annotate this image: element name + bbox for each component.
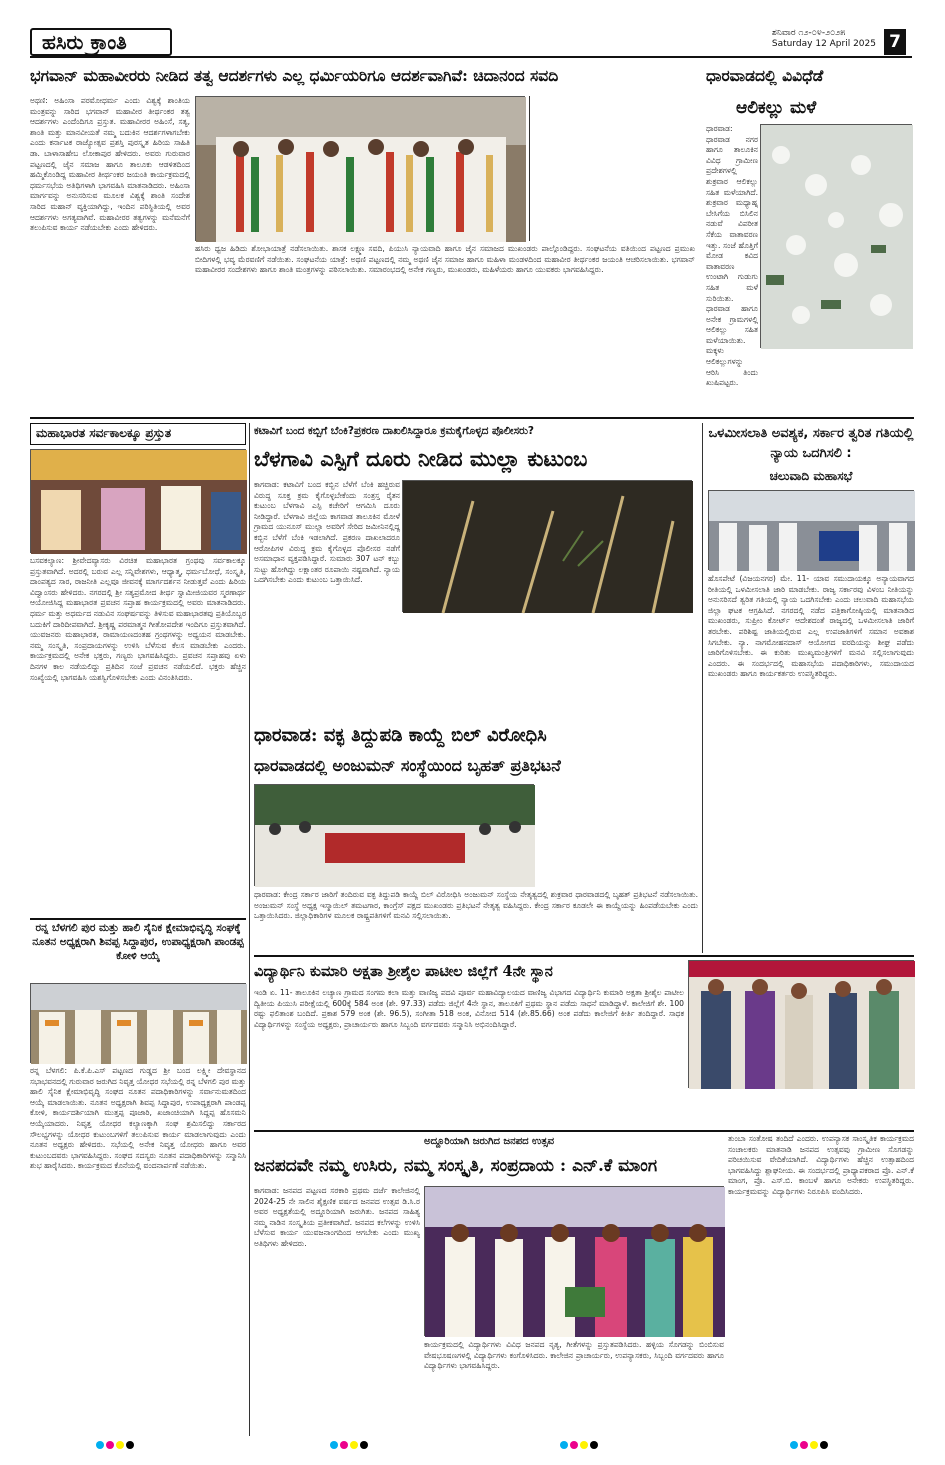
- issue-date-english: Saturday 12 April 2025: [771, 39, 876, 49]
- column-rule: [702, 423, 703, 953]
- magenta-dot: [570, 1441, 578, 1449]
- hail-photo-art: [761, 125, 913, 349]
- hail-headline-line2: ಆಲಿಕಲ್ಲು ಮಳೆ: [736, 98, 817, 118]
- waqf-body: ಧಾರವಾಡ: ಕೇಂದ್ರ ಸರ್ಕಾರ ಜಾರಿಗೆ ತಂದಿರುವ ವಕ್ಫ ತಿದ್ದುಪಡಿ ಕಾಯ್ದೆ ಬಿಲ್ ವಿರೋಧಿಸಿ ಅಂಜುಮನ್ ಸಂಸ್ಥೆಯ ನೇತೃತ್ವದಲ್ಲಿ ಶುಕ್ರವಾರ ಧಾರವಾಡದಲ್ಲಿ ಬೃಹತ್ ಪ್ರತಿಭಟನೆ ನಡೆಸಲಾಯಿತು. ಅಂಜುಮನ್ ಸಂಸ್ಥೆ ಅಧ್ಯಕ್ಷ ಇಸ್ಮಾಯಿಲ್ ತಮಟಗಾರ, ಕಾಂಗ್ರೆಸ್ ಪಕ್ಷದ ಮುಖಂಡರು ಪ್ರತಿಭಟನೆ ನೇತೃತ್ವ ವಹಿಸಿದ್ದರು. ಕೇಂದ್ರ ಸರ್ಕಾರ ಕೂಡಲೇ ಈ ಕಾಯ್ದೆಯನ್ನು ಹಿಂಪಡೆಯಬೇಕು ಎಂದು ಒತ್ತಾಯಿಸಿದರು. ಜಿಲ್ಲಾಧಿಕಾರಿಗಳ ಮೂಲಕ ರಾಷ್ಟ್ರಪತಿಗಳಿಗೆ ಮನವಿ ಸಲ್ಲಿಸಲಾಯಿತು.: [254, 890, 698, 921]
- section-rule: [254, 955, 914, 957]
- mulla-headline: ಬೆಳಗಾವಿ ಎಸ್ಪಿಗೆ ದೂರು ನೀಡಿದ ಮುಲ್ಲಾ ಕುಟುಂಬ: [254, 446, 588, 471]
- mahaveer-body-right: ಹಸಿರು ಧ್ವಜ ಹಿಡಿದು ಶೋಭಾಯಾತ್ರೆ ನಡೆಸಲಾಯಿತು. ಶಾಸಕ ಲಕ್ಷ್ಮಣ ಸವದಿ, ಪಿಯುಸಿ ನ್ಯಾಯವಾದಿ ಹಾಗೂ ಜೈನ ಸಮಾಜದ ಮುಖಂಡರು ಪಾಲ್ಗೊಂಡಿದ್ದರು. ಸಂಘಟನೆಯ ವತಿಯಿಂದ ಪಟ್ಟಣದ ಪ್ರಮುಖ ಬೀದಿಗಳಲ್ಲಿ ಭವ್ಯ ಮೆರವಣಿಗೆ ನಡೆಯಿತು. ಸಂಘಟನೆಯ ಯಾತ್ರೆ: ಅಥಣಿ ಪಟ್ಟಣದಲ್ಲಿ ನಮ್ಮ ಅಥಣಿ ಜೈನ ಸಮಾಜ ಹಾಗೂ ಮಹಿಳಾ ಮಂಡಳದಿಂದ ಮಹಾವೀರ ತೀರ್ಥಂಕರ ಜಯಂತಿ ಆಚರಿಸಲಾಯಿತು. ಭಗವಾನ್ ಮಹಾವೀರರ ಸಂದೇಶಗಳು ಹಾಗೂ ಶಾಂತಿ ಮಂತ್ರಗಳನ್ನು ಪಠಿಸಲಾಯಿತು. ಸಮಾರಂಭದಲ್ಲಿ ಅನೇಕ ಗಣ್ಯರು, ಮುಖಂಡರು, ಮಹಿಳೆಯರು ಹಾಗೂ ಯುವಕರು ಭಾಗವಹಿಸಿದ್ದರು.: [195, 244, 695, 275]
- black-dot: [820, 1441, 828, 1449]
- mahabharata-body: ಬಸವಕಲ್ಯಾಣ: ಶ್ರೀವೇದವ್ಯಾಸರು ವಿರಚಿತ ಮಹಾಭಾರತ ಗ್ರಂಥವು ಸರ್ವಕಾಲಕ್ಕೂ ಪ್ರಸ್ತುತವಾಗಿದೆ. ಅದರಲ್ಲಿ ಬರುವ ಎಲ್ಲ ಸನ್ನಿವೇಶಗಳು, ಆಧ್ಯಾತ್ಮ, ಧರ್ಮಬೋಧೆ, ಸಂಸ್ಕೃತಿ, ದಾಂಪತ್ಯದ ಸಾರ, ರಾಜನೀತಿ ಎಲ್ಲವೂ ಜೀವನಕ್ಕೆ ಮಾರ್ಗದರ್ಶನ ನೀಡುತ್ತವೆ ಎಂದು ಹಿರಿಯ ವಿದ್ವಾಂಸರು ಹೇಳಿದರು. ನಗರದಲ್ಲಿ ಶ್ರೀ ಸತ್ಯಪ್ರಮೋದ ತೀರ್ಥ ಸ್ವಾಮೀಜಿಯವರ ಸ್ಮರಣಾರ್ಥ ಆಯೋಜಿಸಿದ್ದ ಮಹಾಭಾರತ ಪ್ರವಚನ ಸಪ್ತಾಹ ಕಾರ್ಯಕ್ರಮದಲ್ಲಿ ಅವರು ಮಾತನಾಡಿದರು. ಧರ್ಮ ಮತ್ತು ಅಧರ್ಮದ ನಡುವಿನ ಸಂಘರ್ಷವನ್ನು ತಿಳಿಸುವ ಮಹಾಭಾರತವು ಪ್ರತಿಯೊಬ್ಬರ ಬದುಕಿಗೆ ದಾರಿದೀಪವಾಗಿದೆ. ಶ್ರೀಕೃಷ್ಣ ಪರಮಾತ್ಮನ ಗೀತೋಪದೇಶ ಇಂದಿಗೂ ಪ್ರಸ್ತುತವಾಗಿದೆ. ಯುವಜನರು ಮಹಾಭಾರತ, ರಾಮಾಯಣದಂತಹ ಗ್ರಂಥಗಳನ್ನು ಅಧ್ಯಯನ ಮಾಡಬೇಕು. ನಮ್ಮ ಸಂಸ್ಕೃತಿ, ಸಂಪ್ರದಾಯಗಳನ್ನು ಉಳಿಸಿ ಬೆಳೆಸುವ ಕೆಲಸ ಮಾಡಬೇಕು ಎಂದರು. ಕಾರ್ಯಕ್ರಮದಲ್ಲಿ ಅನೇಕ ಭಕ್ತರು, ಗಣ್ಯರು ಭಾಗವಹಿಸಿದ್ದರು. ಪ್ರವಚನ ಸಪ್ತಾಹವು ಏಳು ದಿನಗಳ ಕಾಲ ನಡೆಯಲಿದ್ದು ಪ್ರತಿದಿನ ಸಂಜೆ ಪ್ರವಚನ ನಡೆಯಲಿದೆ. ಭಕ್ತರು ಹೆಚ್ಚಿನ ಸಂಖ್ಯೆಯಲ್ಲಿ ಭಾಗವಹಿಸಿ ಯಶಸ್ವಿಗೊಳಿಸಬೇಕು ಎಂದು ವಿನಂತಿಸಿದರು.: [30, 556, 246, 682]
- ombudsman-photo: [708, 490, 914, 570]
- sangha-headline: ರನ್ನ ಬೆಳಗಲಿ ಪುರ ಮತ್ತು ಹಾಲಿ ಸೈನಿಕ ಕ್ಷೇಮಾಭಿವೃದ್ಧಿ ಸಂಘಕ್ಕೆ ನೂತನ ಅಧ್ಯಕ್ಷರಾಗಿ ಶಿವಪ್ಪ ಸಿದ್ದಾಪುರ, ಉಪಾಧ್ಯಕ್ಷರಾಗಿ ಪಾಂಡಪ್ಪ ಕೋಳಿ ಆಯ್ಕೆ: [32, 922, 244, 962]
- waqf-headline-line1: ಧಾರವಾಡ: ವಕ್ಫ ತಿದ್ದುಪಡಿ ಕಾಯ್ದೆ ಬಿಲ್ ವಿರೋಧಿಸಿ: [254, 725, 547, 746]
- mahaveer-procession-photo: [195, 96, 525, 241]
- magenta-dot: [340, 1441, 348, 1449]
- sangha-photo-art: [31, 984, 247, 1064]
- ombudsman-headline: ಒಳಮೀಸಲಾತಿ ಅವಶ್ಯಕ, ಸರ್ಕಾರ ತ್ವರಿತ ಗತಿಯಲ್ಲಿ ನ್ಯಾಯ ಒದಗಿಸಲಿ :: [708, 426, 914, 461]
- issue-date: [772, 28, 876, 50]
- mahaveer-body-left: ಅಥಣಿ: ಅಹಿಂಸಾ ಪರಮೋಧರ್ಮ ಎಂದು ವಿಶ್ವಕ್ಕೆ ಶಾಂತಿಯ ಮಂತ್ರವನ್ನು ಸಾರಿದ ಭಗವಾನ್ ಮಹಾವೀರ ತೀರ್ಥಂಕರ ತತ್ವ ಆದರ್ಶಗಳು ಎಂದೆಂದಿಗೂ ಪ್ರಸ್ತುತ. ಮಹಾವೀರರ ಅಹಿಂಸೆ, ಸತ್ಯ, ಶಾಂತಿ ಮತ್ತು ಮಾನವೀಯತೆ ನಮ್ಮ ಬದುಕಿನ ಆದರ್ಶಗಳಾಗಬೇಕು ಎಂದು ಕರ್ನಾಟಕ ರಾಜ್ಯೋತ್ಸವ ಪ್ರಶಸ್ತಿ ಪುರಸ್ಕೃತ ಹಿರಿಯ ಸಾಹಿತಿ ಡಾ. ಬಾಳಾಸಾಹೇಬ ಲೋಕಾಪುರ ಹೇಳಿದರು. ಅವರು ಗುರುವಾರ ಪಟ್ಟಣದಲ್ಲಿ ಜೈನ ಸಮಾಜ ಹಾಗೂ ತಾಲೂಕು ಆಡಳಿತದಿಂದ ಹಮ್ಮಿಕೊಂಡಿದ್ದ ಮಹಾವೀರ ತೀರ್ಥಂಕರ ಜಯಂತಿ ಕಾರ್ಯಕ್ರಮದಲ್ಲಿ ಧರ್ಮಸಭೆಯ ಅತಿಥಿಗಳಾಗಿ ಭಾಗವಹಿಸಿ ಮಾತನಾಡಿದರು. ಅಹಿಂಸಾ ಮಾರ್ಗವನ್ನು ಅನುಸರಿಸುವ ಮೂಲಕ ವಿಶ್ವಕ್ಕೆ ಶಾಂತಿ ಸಂದೇಶ ಸಾರಿದ ಮಹಾನ್ ವ್ಯಕ್ತಿಯಾಗಿದ್ದು, ಇಂದಿನ ಪರಿಸ್ಥಿತಿಯಲ್ಲಿ ಅವರ ಆದರ್ಶಗಳು ಅಗತ್ಯವಾಗಿವೆ. ಮಹಾವೀರರ ತತ್ವಗಳನ್ನು ಮನೆಮನೆಗೆ ತಲುಪಿಸುವ ಕಾರ್ಯ ನಡೆಯಬೇಕು ಎಂದು ಹೇಳಿದರು.: [30, 96, 190, 233]
- black-dot: [126, 1441, 134, 1449]
- akshata-photo: [688, 960, 914, 1088]
- column-rule: [529, 96, 530, 241]
- page-number: 7: [884, 29, 906, 55]
- yellow-dot: [810, 1441, 818, 1449]
- mulla-body: ಕಾಗವಾಡ: ಕಟಾವಿಗೆ ಬಂದ ಕಬ್ಬಿನ ಬೆಳೆಗೆ ಬೆಂಕಿ ಹಚ್ಚಿರುವ ವಿರುದ್ಧ ಸೂಕ್ತ ಕ್ರಮ ಕೈಗೊಳ್ಳಬೇಕೆಂದು ಸಂತ್ರಸ್ತ ರೈತನ ಕುಟುಂಬ ಬೆಳಗಾವಿ ಎಸ್ಪಿ ಕಚೇರಿಗೆ ಆಗಮಿಸಿ ದೂರು ನೀಡಿದ್ದಾರೆ. ಬೆಳಗಾವಿ ಜಿಲ್ಲೆಯ ಕಾಗವಾಡ ತಾಲೂಕಿನ ಮೋಳೆ ಗ್ರಾಮದ ಯುನೂಸ್ ಮುಲ್ಲಾ ಅವರಿಗೆ ಸೇರಿದ ಜಮೀನಿನಲ್ಲಿದ್ದ ಕಬ್ಬಿನ ಬೆಳೆಗೆ ಬೆಂಕಿ ಇಡಲಾಗಿದೆ. ಪ್ರಕರಣ ದಾಖಲಾದರೂ ಆರೋಪಿಗಳ ವಿರುದ್ಧ ಕ್ರಮ ಕೈಗೊಳ್ಳದ ಪೊಲೀಸರ ನಡೆಗೆ ಅಸಮಾಧಾನ ವ್ಯಕ್ತಪಡಿಸಿದ್ದಾರೆ. ಸುಮಾರು 307 ಟನ್ ಕಬ್ಬು ಸುಟ್ಟು ಹೋಗಿದ್ದು ಲಕ್ಷಾಂತರ ರೂಪಾಯಿ ನಷ್ಟವಾಗಿದೆ. ನ್ಯಾಯ ಒದಗಿಸಬೇಕು ಎಂದು ಕುಟುಂಬ ಒತ್ತಾಯಿಸಿದೆ.: [254, 480, 400, 585]
- cyan-dot: [790, 1441, 798, 1449]
- janapada-body-left: ಕಾಗವಾಡ: ಜನಪದ ಪಟ್ಟಣದ ಸರಕಾರಿ ಪ್ರಥಮ ದರ್ಜೆ ಕಾಲೇಜಿನಲ್ಲಿ 2024-25 ನೇ ಸಾಲಿನ ಶೈಕ್ಷಣಿಕ ವರ್ಷದ ಜನಪದ ಉತ್ಸವ ಡಿ.ಸಿ.ರ ಅವರ ಅಧ್ಯಕ್ಷತೆಯಲ್ಲಿ ಅದ್ದೂರಿಯಾಗಿ ಜರುಗಿತು. ಜನಪದ ಸಾಹಿತ್ಯ ನಮ್ಮ ನಾಡಿನ ಸಂಸ್ಕೃತಿಯ ಪ್ರತೀಕವಾಗಿದೆ. ಜನಪದ ಕಲೆಗಳನ್ನು ಉಳಿಸಿ ಬೆಳೆಸುವ ಕಾರ್ಯ ಯುವಜನಾಂಗದಿಂದ ಆಗಬೇಕು ಎಂದು ಮುಖ್ಯ ಅತಿಥಿಗಳು ಹೇಳಿದರು.: [254, 1186, 420, 1248]
- mahabharata-photo-art: [31, 450, 247, 554]
- cyan-dot: [560, 1441, 568, 1449]
- color-registration-marks-2: [330, 1441, 368, 1449]
- yellow-dot: [116, 1441, 124, 1449]
- mahaveer-headline: ಭಗವಾನ್ ಮಹಾವೀರರು ನೀಡಿದ ತತ್ವ ಆದರ್ಶಗಳು ಎಲ್ಲ ಧರ್ಮಿಯರಿಗೂ ಆದರ್ಶವಾಗಿವೆ: ಚಿದಾನಂದ ಸವದಿ: [30, 66, 559, 85]
- janapada-headline: ಜನಪದವೇ ನಮ್ಮ ಉಸಿರು, ನಮ್ಮ ಸಂಸ್ಕೃತಿ, ಸಂಪ್ರದಾಯ : ಎನ್.ಕೆ ಮಾಂಗ: [254, 1156, 658, 1176]
- yellow-dot: [350, 1441, 358, 1449]
- hail-photo: [760, 124, 912, 348]
- ombudsman-body: ಹೊಸಪೇಟೆ (ವಿಜಯನಗರ) ಮೇ. 11- ಯಾವ ಸಮುದಾಯಕ್ಕೂ ಅನ್ಯಾಯವಾಗದ ರೀತಿಯಲ್ಲಿ ಒಳಮೀಸಲಾತಿ ಜಾರಿ ಮಾಡಬೇಕು. ರಾಜ್ಯ ಸರ್ಕಾರವು ವಿಳಂಬ ನೀತಿಯನ್ನು ಅನುಸರಿಸದೆ ತ್ವರಿತ ಗತಿಯಲ್ಲಿ ನ್ಯಾಯ ಒದಗಿಸಬೇಕು ಎಂದು ಚಲುವಾದಿ ಮಹಾಸಭೆಯ ಜಿಲ್ಲಾ ಘಟಕ ಆಗ್ರಹಿಸಿದೆ. ನಗರದಲ್ಲಿ ನಡೆದ ಪತ್ರಿಕಾಗೋಷ್ಠಿಯಲ್ಲಿ ಮಾತನಾಡಿದ ಮುಖಂಡರು, ಸುಪ್ರೀಂ ಕೋರ್ಟ್ ಆದೇಶದಂತೆ ರಾಜ್ಯದಲ್ಲಿ ಒಳಮೀಸಲಾತಿ ಜಾರಿಗೆ ತರಬೇಕು. ಪರಿಶಿಷ್ಟ ಜಾತಿಯಲ್ಲಿರುವ ಎಲ್ಲ ಉಪಜಾತಿಗಳಿಗೆ ಸಮಾನ ಅವಕಾಶ ಸಿಗಬೇಕು. ನ್ಯಾ. ನಾಗಮೋಹನದಾಸ್ ಆಯೋಗದ ವರದಿಯನ್ನು ಶೀಘ್ರ ಪಡೆದು ಜಾರಿಗೊಳಿಸಬೇಕು. ಈ ಕುರಿತು ಮುಖ್ಯಮಂತ್ರಿಗಳಿಗೆ ಮನವಿ ಸಲ್ಲಿಸಲಾಗುವುದು ಎಂದರು. ಈ ಸಂದರ್ಭದಲ್ಲಿ ಮಹಾಸಭೆಯ ಪದಾಧಿಕಾರಿಗಳು, ಸಮುದಾಯದ ಮುಖಂಡರು ಹಾಗೂ ಕಾರ್ಯಕರ್ತರು ಉಪಸ್ಥಿತರಿದ್ದರು.: [708, 574, 914, 679]
- cyan-dot: [96, 1441, 104, 1449]
- ombudsman-banner: ಚಲುವಾದಿ ಮಹಾಸಭೆ: [708, 466, 914, 486]
- magenta-dot: [106, 1441, 114, 1449]
- janapada-banner: ಅದ್ದೂರಿಯಾಗಿ ಜರುಗಿದ ಜನಪದ ಉತ್ಸವ: [254, 1134, 724, 1150]
- masthead: [30, 28, 912, 58]
- hail-headline-line1: ಧಾರವಾಡದಲ್ಲಿ ವಿವಿಧೆಡೆ: [706, 66, 824, 85]
- akshata-body: ಇಂಡಿ ಏ. 11- ತಾಲೂಕಿನ ಲಚ್ಯಾಣ ಗ್ರಾಮದ ಸಂಗಮ ಕಲಾ ಮತ್ತು ವಾಣಿಜ್ಯ ಪದವಿ ಪೂರ್ವ ಮಹಾವಿದ್ಯಾಲಯದ ವಾಣಿಜ್ಯ ವಿಭಾಗದ ವಿದ್ಯಾರ್ಥಿನಿ ಕುಮಾರಿ ಅಕ್ಷತಾ ಶ್ರೀಶೈಲ ಪಾಟೀಲ ದ್ವಿತೀಯ ಪಿಯುಸಿ ಪರೀಕ್ಷೆಯಲ್ಲಿ 600ಕ್ಕೆ 584 ಅಂಕ (ಶೇ. 97.33) ಪಡೆದು ಜಿಲ್ಲೆಗೆ 4ನೇ ಸ್ಥಾನ, ತಾಲೂಕಿಗೆ ಪ್ರಥಮ ಸ್ಥಾನ ಪಡೆದು ಸಾಧನೆ ಮಾಡಿದ್ದಾಳೆ. ಕಾಲೇಜಿಗೆ ಶೇ. 100 ರಷ್ಟು ಫಲಿತಾಂಶ ಬಂದಿದೆ. ಪ್ರಕಾಶ 579 ಅಂಕ (ಶೇ. 96.5), ಸಂಗೀತಾ 518 ಅಂಕ, ವಿನೋದ 514 (ಶೇ.85.66) ಅಂಕ ಪಡೆದು ಕಾಲೇಜಿಗೆ ಕೀರ್ತಿ ತಂದಿದ್ದಾರೆ. ಸಾಧಕ ವಿದ್ಯಾರ್ಥಿಗಳನ್ನು ಸಂಸ್ಥೆಯ ಅಧ್ಯಕ್ಷರು, ಪ್ರಾಚಾರ್ಯರು ಹಾಗೂ ಸಿಬ್ಬಂದಿ ವರ್ಗದವರು ಸನ್ಮಾನಿಸಿ ಅಭಿನಂದಿಸಿದ್ದಾರೆ.: [254, 988, 684, 1029]
- yellow-dot: [580, 1441, 588, 1449]
- hail-body-tail: [706, 352, 912, 414]
- section-rule: [30, 417, 914, 419]
- section-rule: [254, 1130, 914, 1132]
- janapada-body-right: ತುಂಬಾ ಸಂತೋಷ ತಂದಿದೆ ಎಂದರು. ಉಪನ್ಯಾಸಕ ಸಾಂಸ್ಕೃತಿಕ ಕಾರ್ಯಕ್ರಮದ ಸಂಚಾಲಕರು ಮಾತನಾಡಿ ಜನಪದ ಉತ್ಸವವು ಗ್ರಾಮೀಣ ಸೊಗಡನ್ನು ಪರಿಚಯಿಸುವ ವೇದಿಕೆಯಾಗಿದೆ. ವಿದ್ಯಾರ್ಥಿಗಳು ಹೆಚ್ಚಿನ ಉತ್ಸಾಹದಿಂದ ಭಾಗವಹಿಸಿದ್ದು ಶ್ಲಾಘನೀಯ. ಈ ಸಂದರ್ಭದಲ್ಲಿ ಪ್ರಾಧ್ಯಾಪಕರಾದ ಪ್ರೊ. ಎನ್.ಕೆ ಮಾಂಗ, ಪ್ರೊ. ಎಸ್.ಬಿ. ಕಾಂಬಳೆ ಹಾಗೂ ಅನೇಕರು ಉಪಸ್ಥಿತರಿದ್ದರು. ಕಾರ್ಯಕ್ರಮವನ್ನು ವಿದ್ಯಾರ್ಥಿಗಳು ನಿರೂಪಿಸಿ ವಂದಿಸಿದರು.: [728, 1134, 914, 1196]
- waqf-body-side: [538, 784, 698, 886]
- black-dot: [360, 1441, 368, 1449]
- mulla-body-right: [402, 614, 692, 714]
- sugarcane-photo-art: [403, 481, 693, 613]
- mahabharata-photo: [30, 449, 246, 553]
- mulla-kicker: ಕಟಾವಿಗೆ ಬಂದ ಕಬ್ಬಿಗೆ ಬೆಂಕಿ?ಪ್ರಕರಣ ದಾಖಲಿಸಿದ್ದಾರೂ ಕ್ರಮಕೈಗೊಳ್ಳದ ಪೊಲೀಸರು?: [254, 425, 535, 437]
- waqf-protest-photo: [254, 784, 534, 886]
- mahabharata-title: ಮಹಾಭಾರತ ಸರ್ವಕಾಲಕ್ಕೂ ಪ್ರಸ್ತುತ: [36, 426, 172, 440]
- akshata-body-right: [688, 1090, 914, 1126]
- cyan-dot: [330, 1441, 338, 1449]
- color-registration-marks-4: [790, 1441, 828, 1449]
- sangha-body: ರನ್ನ ಬೆಳಗಲಿ: ಪಿ.ಕೆ.ಪಿ.ಎಸ್ ಪಟ್ಟಣದ ಗುಡ್ಡದ ಶ್ರೀ ಬಂದ ಲಕ್ಷ್ಮೀ ದೇವಸ್ಥಾನದ ಸಭಾಭವನದಲ್ಲಿ ಗುರುವಾರ ಜರುಗಿದ ನಿವೃತ್ತ ಯೋಧರ ಸಭೆಯಲ್ಲಿ ರನ್ನ ಬೆಳಗಲಿ ಪುರ ಮತ್ತು ಹಾಲಿ ಸೈನಿಕ ಕ್ಷೇಮಾಭಿವೃದ್ಧಿ ಸಂಘದ ನೂತನ ಪದಾಧಿಕಾರಿಗಳನ್ನು ಸರ್ವಾನುಮತದಿಂದ ಆಯ್ಕೆ ಮಾಡಲಾಯಿತು. ನೂತನ ಅಧ್ಯಕ್ಷರಾಗಿ ಶಿವಪ್ಪ ಸಿದ್ದಾಪುರ, ಉಪಾಧ್ಯಕ್ಷರಾಗಿ ಪಾಂಡಪ್ಪ ಕೋಳಿ, ಕಾರ್ಯದರ್ಶಿಯಾಗಿ ಮುತ್ತಪ್ಪ ಪೂಜಾರಿ, ಖಜಾಂಚಿಯಾಗಿ ಸಿದ್ದಪ್ಪ ಹೊಸಮನಿ ಆಯ್ಕೆಯಾದರು. ನಿವೃತ್ತ ಯೋಧರ ಕಲ್ಯಾಣಕ್ಕಾಗಿ ಸಂಘ ಶ್ರಮಿಸಲಿದ್ದು ಸರ್ಕಾರದ ಸೌಲಭ್ಯಗಳನ್ನು ಯೋಧರ ಕುಟುಂಬಗಳಿಗೆ ತಲುಪಿಸುವ ಕಾರ್ಯ ಮಾಡಲಾಗುವುದು ಎಂದು ನೂತನ ಅಧ್ಯಕ್ಷರು ಹೇಳಿದರು. ಸಭೆಯಲ್ಲಿ ಅನೇಕ ನಿವೃತ್ತ ಯೋಧರು ಹಾಗೂ ಅವರ ಕುಟುಂಬದವರು ಭಾಗವಹಿಸಿದ್ದರು. ಸಂಘದ ಸದಸ್ಯರು ನೂತನ ಪದಾಧಿಕಾರಿಗಳನ್ನು ಸನ್ಮಾನಿಸಿ ಶುಭ ಹಾರೈಸಿದರು. ಕಾರ್ಯಕ್ರಮದ ಕೊನೆಯಲ್ಲಿ ವಂದನಾರ್ಪಣೆ ನಡೆಯಿತು.: [30, 1066, 246, 1171]
- paper-name: ಹಸಿರು ಕ್ರಾಂತಿ: [42, 30, 127, 54]
- color-registration-marks-1: [96, 1441, 134, 1449]
- akshata-photo-art: [689, 961, 915, 1089]
- janapada-photo-art: [425, 1187, 725, 1337]
- color-registration-marks-3: [560, 1441, 598, 1449]
- magenta-dot: [800, 1441, 808, 1449]
- sangha-photo: [30, 983, 246, 1063]
- waqf-headline-line2: ಧಾರವಾಡದಲ್ಲಿ ಅಂಜುಮನ್ ಸಂಸ್ಥೆಯಿಂದ ಬೃಹತ್ ಪ್ರತಿಭಟನೆ: [254, 756, 561, 775]
- ombudsman-photo-art: [709, 491, 915, 571]
- sugarcane-fire-photo: [402, 480, 692, 612]
- janapada-photo: [424, 1186, 724, 1336]
- waqf-photo-art: [255, 785, 535, 887]
- issue-date-kannada: ಶನಿವಾರ ೧೨-೦೪-೨೦೨೫: [771, 28, 846, 38]
- black-dot: [590, 1441, 598, 1449]
- column-rule: [249, 423, 250, 1436]
- section-rule: [30, 918, 246, 920]
- janapada-body-mid: ಕಾರ್ಯಕ್ರಮದಲ್ಲಿ ವಿದ್ಯಾರ್ಥಿಗಳು ವಿವಿಧ ಜನಪದ ನೃತ್ಯ, ಗೀತೆಗಳನ್ನು ಪ್ರಸ್ತುತಪಡಿಸಿದರು. ಹಳ್ಳಿಯ ಸೊಗಡನ್ನು ಬಿಂಬಿಸುವ ವೇಷಭೂಷಣಗಳಲ್ಲಿ ವಿದ್ಯಾರ್ಥಿಗಳು ಕಂಗೊಳಿಸಿದರು. ಕಾಲೇಜಿನ ಪ್ರಾಚಾರ್ಯರು, ಉಪನ್ಯಾಸಕರು, ಸಿಬ್ಬಂದಿ ವರ್ಗದವರು ಹಾಗೂ ವಿದ್ಯಾರ್ಥಿಗಳು ಭಾಗವಹಿಸಿದ್ದರು.: [424, 1340, 724, 1371]
- akshata-headline: ವಿದ್ಯಾರ್ಥಿನಿ ಕುಮಾರಿ ಅಕ್ಷತಾ ಶ್ರೀಶೈಲ ಪಾಟೀಲ ಜಿಲ್ಲೆಗೆ 4ನೇ ಸ್ಥಾನ: [254, 963, 553, 980]
- procession-photo-art: [196, 97, 526, 242]
- hail-body: ಧಾರವಾಡ: ಧಾರವಾಡ ನಗರ ಹಾಗೂ ತಾಲೂಕಿನ ವಿವಿಧ ಗ್ರಾಮೀಣ ಪ್ರದೇಶಗಳಲ್ಲಿ ಶುಕ್ರವಾರ ಆಲಿಕಲ್ಲು ಸಹಿತ ಮಳೆಯಾಗಿದೆ. ಶುಕ್ರವಾರ ಮಧ್ಯಾಹ್ನ ಬೇಸಿಗೆಯ ಬಿಸಿಲಿನ ನಡುವೆ ವಿಪರೀತ ಸೆಕೆಯ ವಾತಾವರಣ ಇತ್ತು. ಸಂಜೆ ಹೊತ್ತಿಗೆ ಮೋಡ ಕವಿದ ವಾತಾವರಣ ಉಂಟಾಗಿ ಗುಡುಗು ಸಹಿತ ಮಳೆ ಸುರಿಯಿತು. ಧಾರವಾಡ ಹಾಗೂ ಅನೇಕ ಗ್ರಾಮಗಳಲ್ಲಿ ಆಲಿಕಲ್ಲು ಸಹಿತ ಮಳೆಯಾಯಿತು. ಮಕ್ಕಳು ಆಲಿಕಲ್ಲುಗಳನ್ನು ಆರಿಸಿ ತಿಂದು ಖುಷಿಪಟ್ಟರು.: [706, 124, 758, 388]
